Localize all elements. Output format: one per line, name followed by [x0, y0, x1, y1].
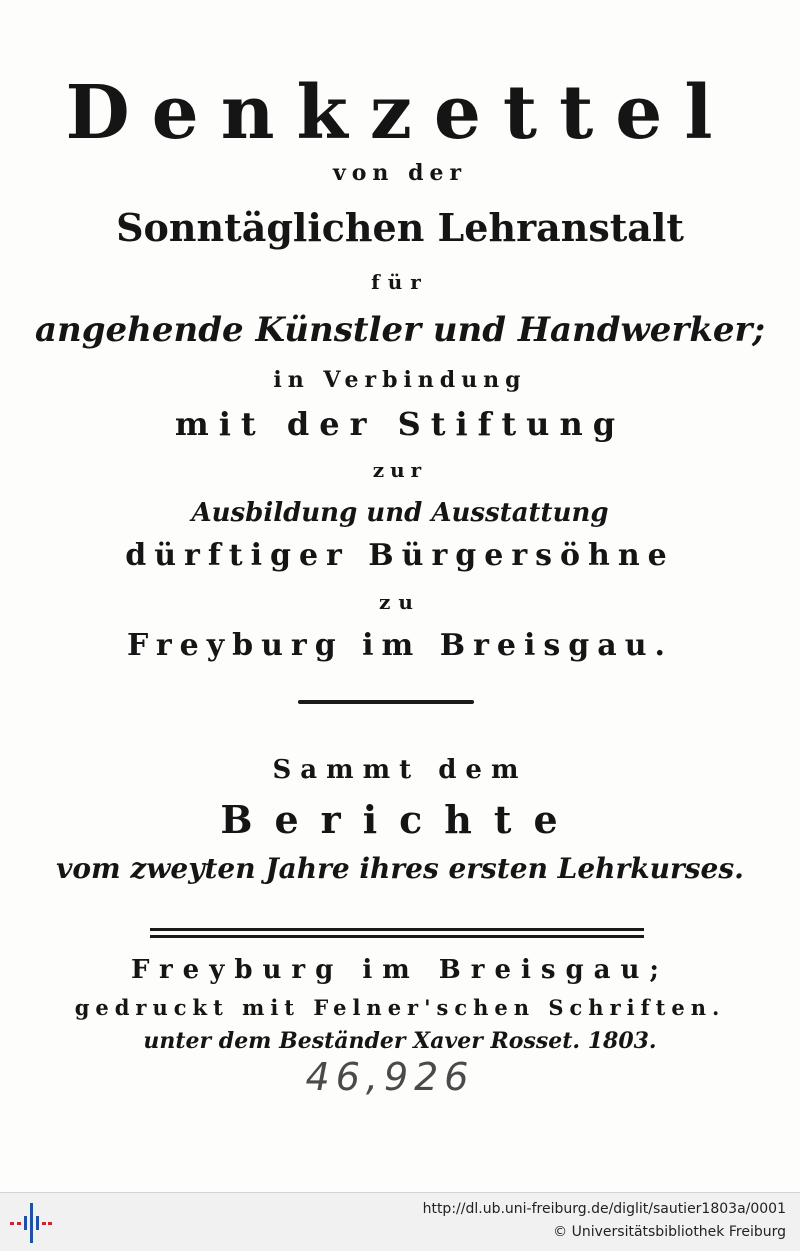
title-line-freyburg: Freyburg im Breisgau. — [127, 628, 673, 663]
subtitle-lehrkurses: vom zweyten Jahre ihres ersten Lehrkurses. — [56, 852, 744, 885]
title-line-lehranstalt: Sonntäglichen Lehranstalt — [116, 205, 684, 250]
title-line-zu: zu — [379, 590, 421, 614]
title-line-von-der: von der — [332, 160, 468, 186]
permalink-url[interactable]: http://dl.ub.uni-freiburg.de/diglit/sautier1803a/0001 — [422, 1201, 786, 1217]
title-line-ausbildung: Ausbildung und Ausstattung — [191, 498, 609, 528]
title-line-stiftung: mit der Stiftung — [174, 405, 626, 443]
title-line-fur: für — [371, 270, 429, 294]
title-line-burgersohne: dürftiger Bürgersöhne — [125, 538, 675, 573]
handwritten-shelfmark: 46,926 — [305, 1055, 475, 1099]
subtitle-berichte: Berichte — [220, 797, 580, 842]
copyright-notice: © Universitätsbibliothek Freiburg — [553, 1224, 786, 1240]
imprint-printer: gedruckt mit Felner'schen Schriften. — [74, 995, 726, 1020]
page-title: Denkzettel — [65, 70, 735, 156]
imprint-place: Freyburg im Breisgau; — [130, 955, 670, 985]
title-line-zur: zur — [372, 458, 428, 482]
subtitle-sammt-dem: Sammt dem — [272, 755, 528, 785]
title-line-kunstler: angehende Künstler und Handwerker; — [34, 310, 766, 350]
ornamental-rule — [298, 700, 474, 704]
title-line-verbindung: in Verbindung — [273, 367, 527, 393]
imprint-year: unter dem Beständer Xaver Rosset. 1803. — [143, 1028, 657, 1054]
double-rule — [150, 928, 644, 938]
viewer-footer — [0, 1192, 800, 1251]
ub-freiburg-logo-icon[interactable] — [10, 1203, 52, 1243]
